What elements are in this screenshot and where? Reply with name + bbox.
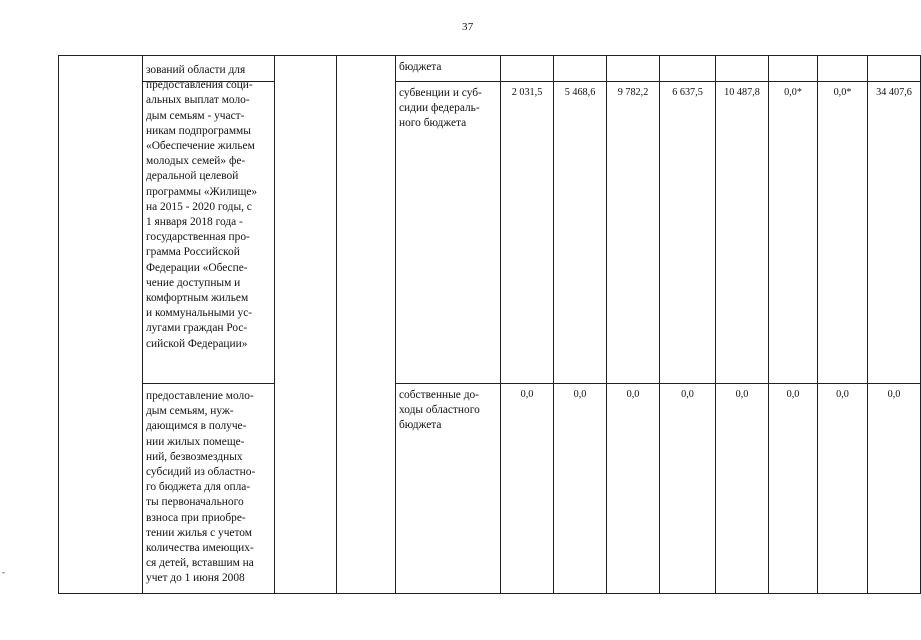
table-row — [59, 82, 921, 384]
value-cell: 0,0 — [660, 384, 716, 594]
row-number-cell — [59, 56, 143, 594]
value-cell: 0,0 — [769, 384, 818, 594]
value-cell: 2 031,5 — [501, 82, 554, 384]
funding-source-cell: субвенции и суб- сидии федераль- ного бюджета — [396, 82, 501, 384]
value-cell: 0,0 — [868, 384, 921, 594]
value-cell — [818, 56, 868, 82]
value-cell: 0,0 — [818, 384, 868, 594]
value-cell — [868, 56, 921, 82]
value-cell — [607, 56, 660, 82]
value-cell: 9 782,2 — [607, 82, 660, 384]
value-cell: 5 468,6 — [554, 82, 607, 384]
value-cell — [554, 56, 607, 82]
period-cell — [275, 56, 337, 594]
value-cell: 10 487,8 — [716, 82, 769, 384]
value-cell: 0,0 — [501, 384, 554, 594]
value-cell — [769, 56, 818, 82]
measure-description-text: зований области для предоставления соци- альных выплат моло- дым семьям - участ- никам подпрограммы «Обеспечение жильем молодых семей» фе- деральной целевой программы «Жилище» на 2015 - 2020 годы, с 1 января 2018 года - государственная про- грамма Российской Федерации «Обеспе- чение доступным и комфортным жильем и коммунальными ус- лугами граждан Рос- сийской Федерации» — [146, 64, 258, 350]
value-cell: 0,0 — [607, 384, 660, 594]
funding-source-cell: бюджета — [396, 56, 501, 82]
value-cell: 0,0 — [554, 384, 607, 594]
funding-source-cell: собственные до- ходы областного бюджета — [396, 384, 501, 594]
value-cell: 0,0* — [818, 82, 868, 384]
value-cell — [660, 56, 716, 82]
value-cell: 6 637,5 — [660, 82, 716, 384]
value-cell: 0,0* — [769, 82, 818, 384]
value-cell: 0,0 — [716, 384, 769, 594]
executor-cell — [337, 56, 396, 594]
measure-description — [143, 64, 275, 384]
value-cell: 34 407,6 — [868, 82, 921, 384]
value-cell — [501, 56, 554, 82]
table-row — [59, 384, 921, 594]
budget-table — [58, 55, 921, 594]
margin-mark: - — [2, 567, 5, 577]
value-cell — [716, 56, 769, 82]
measure-description: предоставление моло- дым семьям, нуж- дающимся в получе- нии жилых помеще- ний, безвозмездных субсидий из областно- го бюджета для опла- ты первоначального взноса при приобре- тении жилья с учетом количества имеющих- ся детей, вставшим на учет до 1 июня 2008 — [143, 384, 275, 594]
page-number: 37 — [462, 21, 474, 33]
